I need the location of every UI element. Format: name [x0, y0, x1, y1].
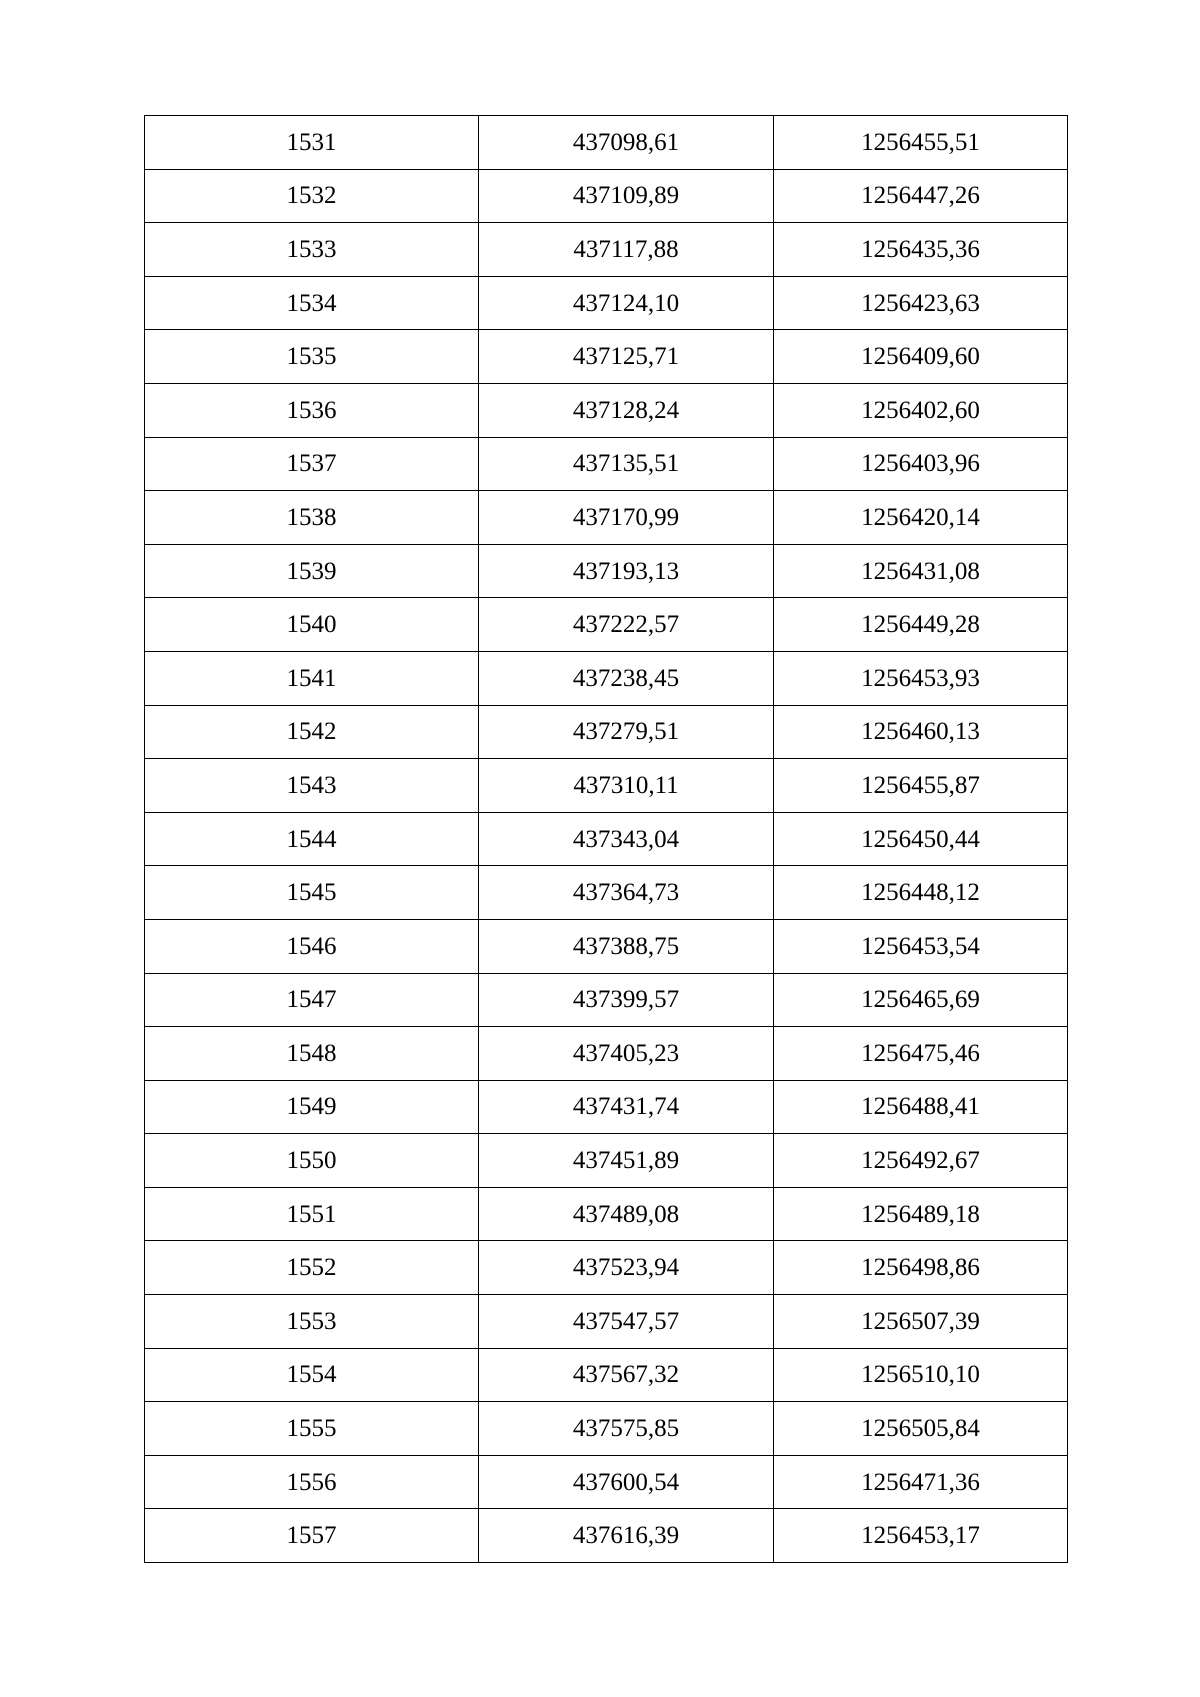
x-coordinate-cell: 437405,23 — [479, 1027, 774, 1081]
table-row — [145, 1348, 1068, 1402]
table-row — [145, 491, 1068, 545]
x-coordinate-cell: 437193,13 — [479, 544, 774, 598]
point-number-cell: 1557 — [145, 1509, 479, 1563]
table-row — [145, 1241, 1068, 1295]
point-number-cell: 1549 — [145, 1080, 479, 1134]
table-row — [145, 812, 1068, 866]
y-coordinate-cell: 1256431,08 — [774, 544, 1068, 598]
x-coordinate-cell: 437124,10 — [479, 276, 774, 330]
x-coordinate-cell: 437388,75 — [479, 919, 774, 973]
table-row — [145, 759, 1068, 813]
table-row — [145, 383, 1068, 437]
x-coordinate-cell: 437399,57 — [479, 973, 774, 1027]
point-number-cell: 1542 — [145, 705, 479, 759]
table-row — [145, 223, 1068, 277]
y-coordinate-cell: 1256403,96 — [774, 437, 1068, 491]
table-row — [145, 330, 1068, 384]
point-number-cell: 1551 — [145, 1187, 479, 1241]
point-number-cell: 1539 — [145, 544, 479, 598]
table-row — [145, 437, 1068, 491]
table-row — [145, 276, 1068, 330]
point-number-cell: 1550 — [145, 1134, 479, 1188]
y-coordinate-cell: 1256453,93 — [774, 651, 1068, 705]
x-coordinate-cell: 437128,24 — [479, 383, 774, 437]
point-number-cell: 1540 — [145, 598, 479, 652]
point-number-cell: 1541 — [145, 651, 479, 705]
y-coordinate-cell: 1256505,84 — [774, 1402, 1068, 1456]
y-coordinate-cell: 1256448,12 — [774, 866, 1068, 920]
x-coordinate-cell: 437117,88 — [479, 223, 774, 277]
y-coordinate-cell: 1256488,41 — [774, 1080, 1068, 1134]
table-row — [145, 919, 1068, 973]
table-row — [145, 1027, 1068, 1081]
point-number-cell: 1537 — [145, 437, 479, 491]
y-coordinate-cell: 1256455,87 — [774, 759, 1068, 813]
y-coordinate-cell: 1256510,10 — [774, 1348, 1068, 1402]
y-coordinate-cell: 1256471,36 — [774, 1455, 1068, 1509]
point-number-cell: 1533 — [145, 223, 479, 277]
y-coordinate-cell: 1256449,28 — [774, 598, 1068, 652]
table-row — [145, 544, 1068, 598]
table-row — [145, 1295, 1068, 1349]
x-coordinate-cell: 437431,74 — [479, 1080, 774, 1134]
table-row — [145, 1509, 1068, 1563]
point-number-cell: 1546 — [145, 919, 479, 973]
table-row — [145, 705, 1068, 759]
y-coordinate-cell: 1256455,51 — [774, 116, 1068, 170]
coordinates-table-body — [145, 116, 1068, 1563]
x-coordinate-cell: 437279,51 — [479, 705, 774, 759]
x-coordinate-cell: 437547,57 — [479, 1295, 774, 1349]
x-coordinate-cell: 437523,94 — [479, 1241, 774, 1295]
table-row — [145, 1080, 1068, 1134]
x-coordinate-cell: 437170,99 — [479, 491, 774, 545]
x-coordinate-cell: 437098,61 — [479, 116, 774, 170]
x-coordinate-cell: 437489,08 — [479, 1187, 774, 1241]
point-number-cell: 1535 — [145, 330, 479, 384]
y-coordinate-cell: 1256453,54 — [774, 919, 1068, 973]
y-coordinate-cell: 1256447,26 — [774, 169, 1068, 223]
y-coordinate-cell: 1256435,36 — [774, 223, 1068, 277]
x-coordinate-cell: 437567,32 — [479, 1348, 774, 1402]
point-number-cell: 1534 — [145, 276, 479, 330]
table-row — [145, 1134, 1068, 1188]
x-coordinate-cell: 437125,71 — [479, 330, 774, 384]
y-coordinate-cell: 1256489,18 — [774, 1187, 1068, 1241]
y-coordinate-cell: 1256465,69 — [774, 973, 1068, 1027]
point-number-cell: 1538 — [145, 491, 479, 545]
x-coordinate-cell: 437364,73 — [479, 866, 774, 920]
y-coordinate-cell: 1256492,67 — [774, 1134, 1068, 1188]
table-row — [145, 866, 1068, 920]
table-row — [145, 116, 1068, 170]
table-row — [145, 651, 1068, 705]
point-number-cell: 1554 — [145, 1348, 479, 1402]
x-coordinate-cell: 437451,89 — [479, 1134, 774, 1188]
y-coordinate-cell: 1256409,60 — [774, 330, 1068, 384]
y-coordinate-cell: 1256450,44 — [774, 812, 1068, 866]
y-coordinate-cell: 1256423,63 — [774, 276, 1068, 330]
x-coordinate-cell: 437238,45 — [479, 651, 774, 705]
point-number-cell: 1548 — [145, 1027, 479, 1081]
point-number-cell: 1547 — [145, 973, 479, 1027]
point-number-cell: 1553 — [145, 1295, 479, 1349]
point-number-cell: 1532 — [145, 169, 479, 223]
y-coordinate-cell: 1256453,17 — [774, 1509, 1068, 1563]
x-coordinate-cell: 437616,39 — [479, 1509, 774, 1563]
x-coordinate-cell: 437135,51 — [479, 437, 774, 491]
point-number-cell: 1536 — [145, 383, 479, 437]
y-coordinate-cell: 1256402,60 — [774, 383, 1068, 437]
y-coordinate-cell: 1256420,14 — [774, 491, 1068, 545]
table-row — [145, 1455, 1068, 1509]
y-coordinate-cell: 1256507,39 — [774, 1295, 1068, 1349]
table-row — [145, 973, 1068, 1027]
point-number-cell: 1531 — [145, 116, 479, 170]
x-coordinate-cell: 437310,11 — [479, 759, 774, 813]
table-row — [145, 598, 1068, 652]
y-coordinate-cell: 1256475,46 — [774, 1027, 1068, 1081]
point-number-cell: 1555 — [145, 1402, 479, 1456]
point-number-cell: 1545 — [145, 866, 479, 920]
coordinates-table — [144, 115, 1068, 1563]
x-coordinate-cell: 437109,89 — [479, 169, 774, 223]
point-number-cell: 1543 — [145, 759, 479, 813]
table-row — [145, 169, 1068, 223]
x-coordinate-cell: 437222,57 — [479, 598, 774, 652]
point-number-cell: 1544 — [145, 812, 479, 866]
y-coordinate-cell: 1256498,86 — [774, 1241, 1068, 1295]
x-coordinate-cell: 437600,54 — [479, 1455, 774, 1509]
x-coordinate-cell: 437343,04 — [479, 812, 774, 866]
point-number-cell: 1552 — [145, 1241, 479, 1295]
point-number-cell: 1556 — [145, 1455, 479, 1509]
table-row — [145, 1402, 1068, 1456]
table-row — [145, 1187, 1068, 1241]
x-coordinate-cell: 437575,85 — [479, 1402, 774, 1456]
y-coordinate-cell: 1256460,13 — [774, 705, 1068, 759]
